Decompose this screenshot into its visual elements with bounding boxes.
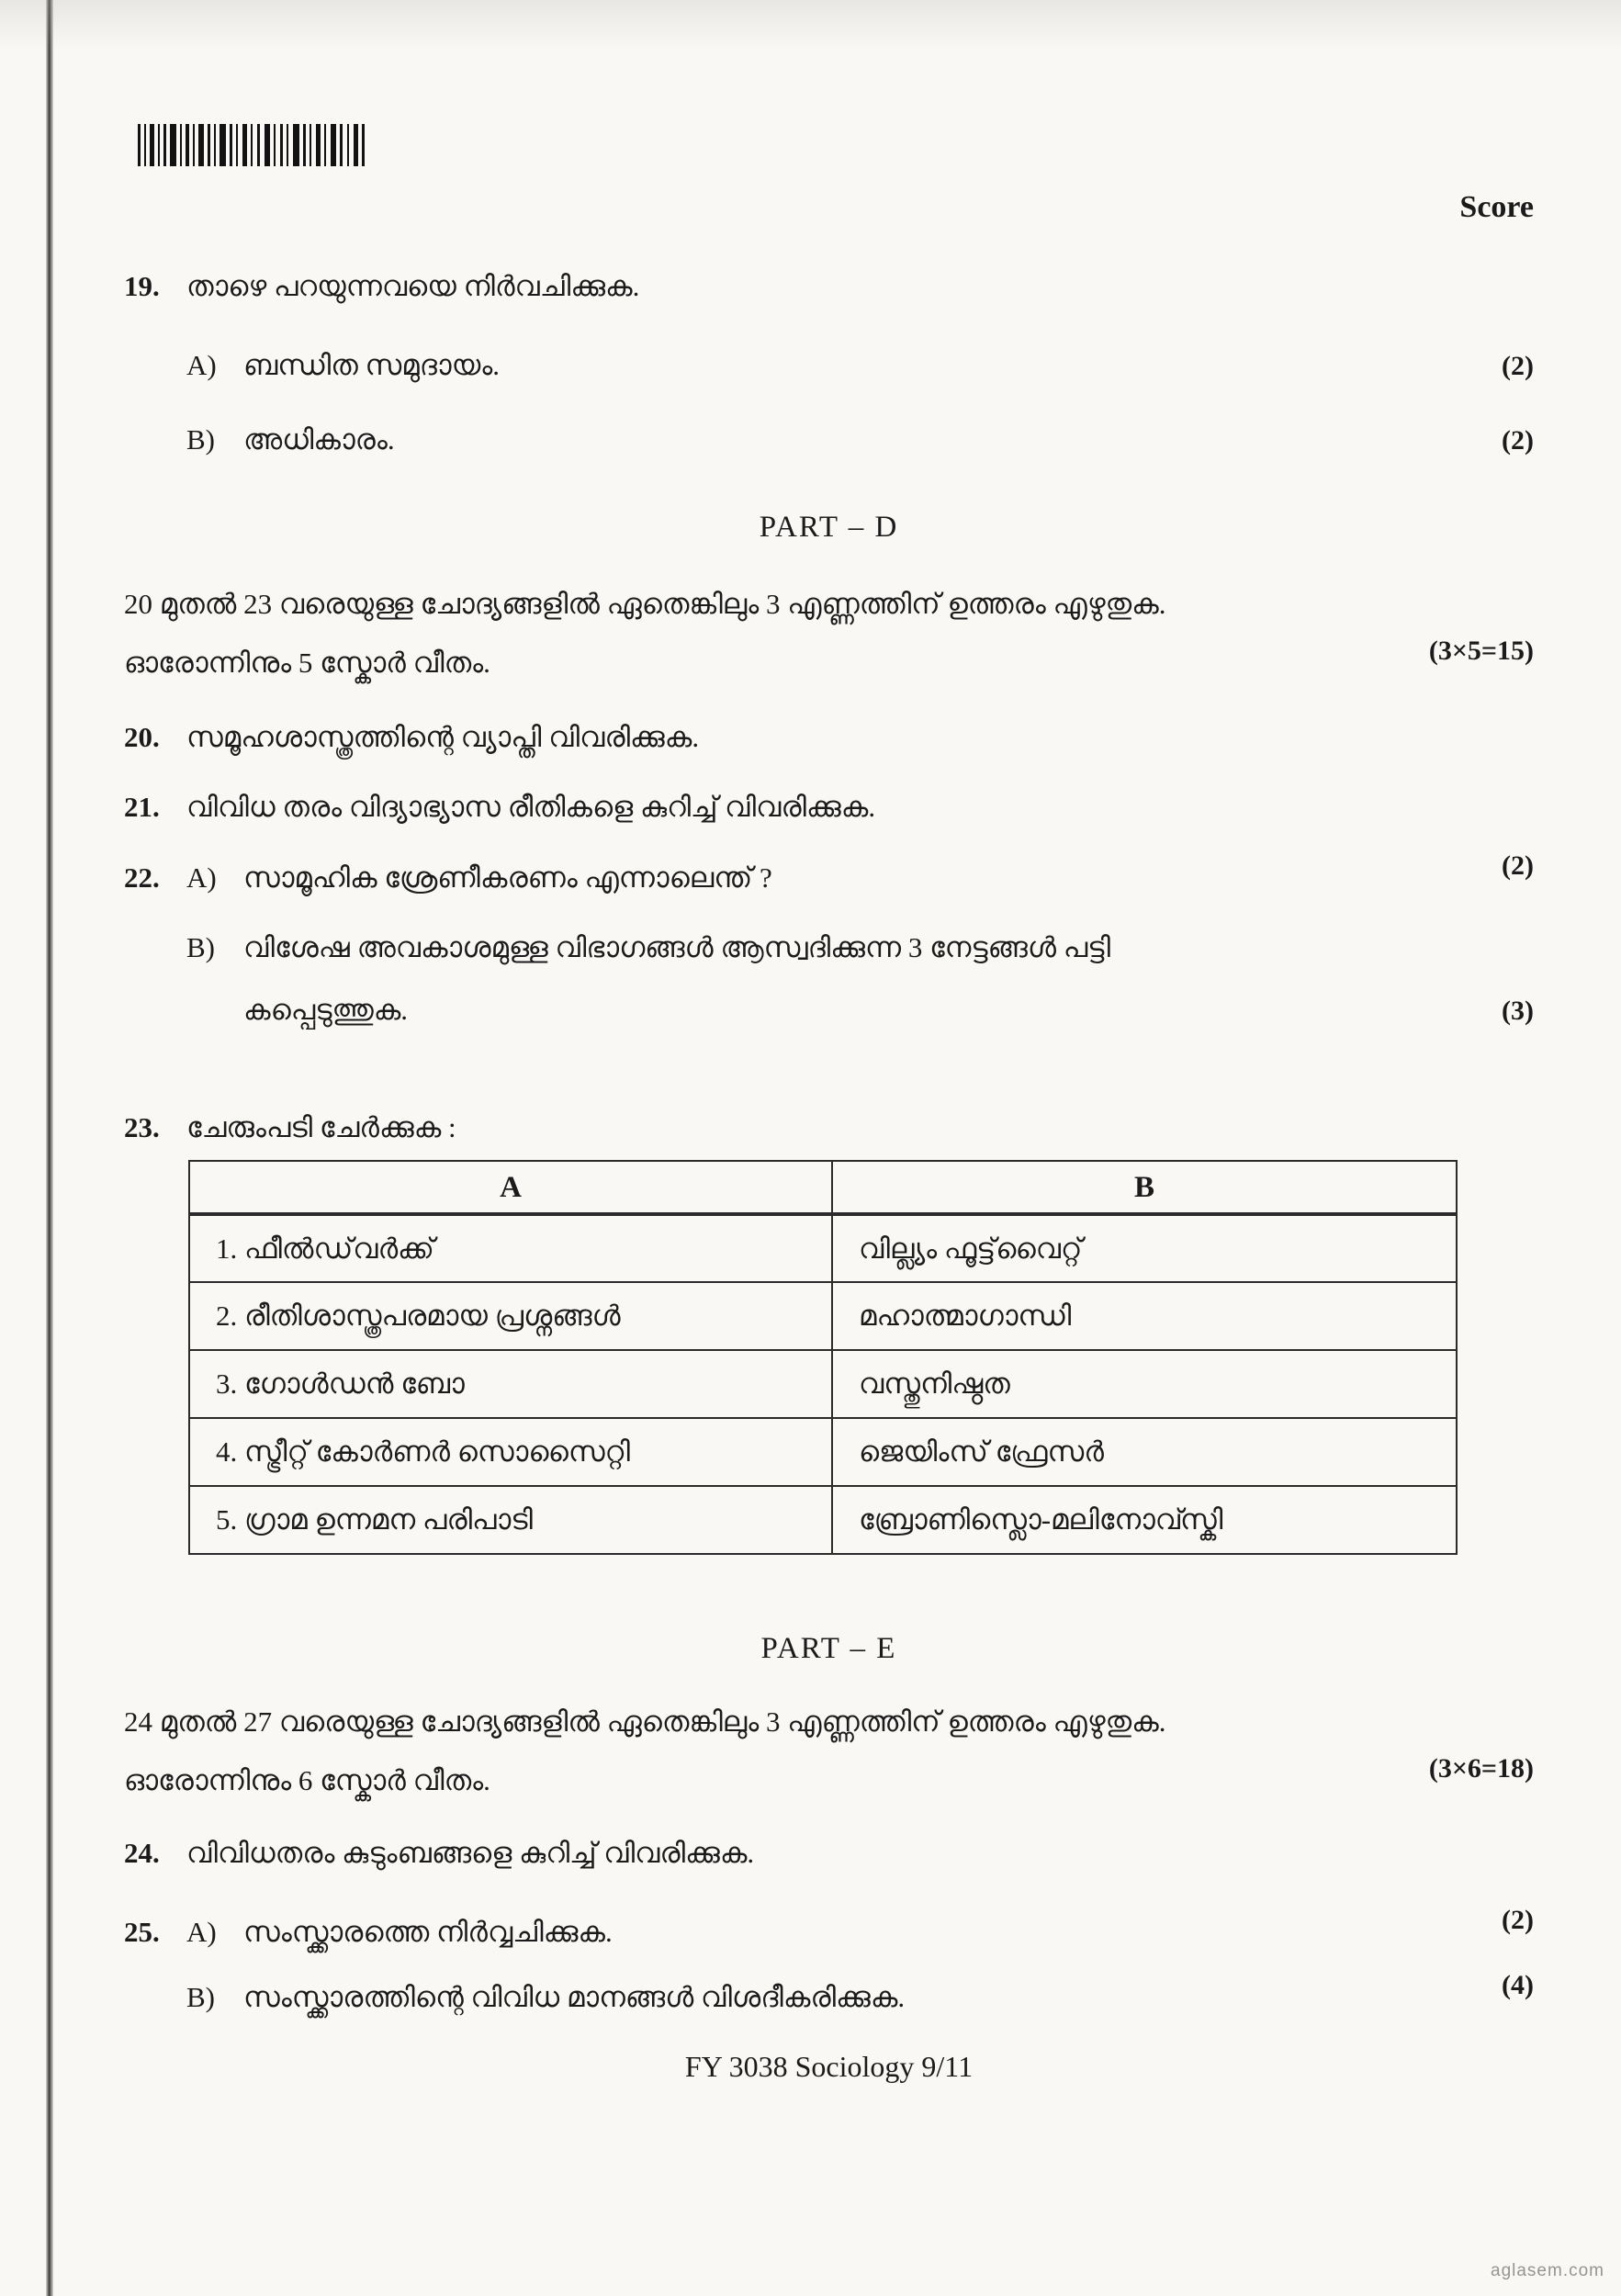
instruction-text: ഓരോന്നിനും 5 സ്കോർ വീതം. bbox=[124, 647, 490, 679]
subpart-label: A) bbox=[186, 1916, 217, 1948]
question-25-part-b bbox=[124, 1970, 1534, 2019]
marks-badge: (3) bbox=[1502, 996, 1534, 1026]
subpart-label: A) bbox=[186, 349, 217, 381]
question-25-part-a bbox=[124, 1905, 1534, 1953]
subpart-text: സംസ്ക്കാരത്തിന്റെ വിവിധ മാനങ്ങൾ വിശദീകരിക്കുക. bbox=[243, 1981, 906, 2013]
marks-badge: (2) bbox=[1502, 351, 1534, 381]
subpart-label: B) bbox=[186, 931, 215, 963]
subpart-text: അധികാരം. bbox=[243, 423, 395, 456]
table-cell: 3. ഗോൾഡൻ ബോ bbox=[189, 1350, 832, 1418]
question-19-part-b bbox=[124, 420, 1534, 461]
marks-scheme: (3×5=15) bbox=[1428, 636, 1534, 666]
marks-badge: (2) bbox=[1502, 850, 1534, 881]
question-text: ചേരുംപടി ചേർക്കുക : bbox=[186, 1111, 456, 1143]
subpart-text: സംസ്ക്കാരത്തെ നിർവ്വചിക്കുക. bbox=[243, 1916, 613, 1948]
question-number: 23. bbox=[124, 1111, 160, 1143]
question-text: താഴെ പറയുന്നവയെ നിർവചിക്കുക. bbox=[186, 270, 640, 302]
table-cell: ബ്രോണിസ്ലൊ-മലിനോവ്സ്കി bbox=[832, 1486, 1457, 1554]
subpart-text: കപ്പെടുത്തുക. bbox=[243, 994, 409, 1026]
question-number: 25. bbox=[124, 1916, 160, 1948]
question-20 bbox=[124, 717, 1534, 758]
question-19-part-a bbox=[124, 345, 1534, 387]
question-22-part-a bbox=[124, 850, 1534, 899]
question-number: 19. bbox=[124, 270, 160, 302]
subpart-text: വിശേഷ അവകാശമുള്ള വിഭാഗങ്ങൾ ആസ്വദിക്കുന്ന 3 നേട്ടങ്ങൾ പട്ടി bbox=[243, 931, 1111, 963]
table-row bbox=[189, 1282, 1457, 1350]
subpart-label: A) bbox=[186, 861, 217, 894]
match-table-header-row bbox=[189, 1161, 1457, 1214]
table-cell: 2. രീതിശാസ്ത്രപരമായ പ്രശ്നങ്ങൾ bbox=[189, 1282, 832, 1350]
match-table bbox=[188, 1160, 1458, 1555]
table-row bbox=[189, 1350, 1457, 1418]
table-cell: ജെയിംസ് ഫ്രേസർ bbox=[832, 1418, 1457, 1486]
part-e-instruction-line2 bbox=[124, 1753, 1534, 1802]
instruction-text: 24 മുതൽ 27 വരെയുള്ള ചോദ്യങ്ങളിൽ ഏതെങ്കിലും 3 എണ്ണത്തിന് ഉത്തരം എഴുതുക. bbox=[124, 1705, 1166, 1738]
question-22-part-b-continued bbox=[124, 990, 1534, 1031]
table-cell: വില്ല്യം ഫൂട്ട്‌വൈറ്റ് bbox=[832, 1214, 1457, 1282]
score-label: Score bbox=[1459, 190, 1534, 224]
marks-badge: (2) bbox=[1502, 1905, 1534, 1935]
subpart-text: സാമൂഹിക ശ്രേണീകരണം എന്നാലെന്ത് ? bbox=[243, 861, 772, 894]
question-text: വിവിധതരം കുടുംബങ്ങളെ കുറിച്ച് വിവരിക്കുക. bbox=[186, 1837, 755, 1869]
subpart-label: B) bbox=[186, 423, 215, 456]
table-cell: 5. ഗ്രാമ ഉന്നമന പരിപാടി bbox=[189, 1486, 832, 1554]
marks-scheme: (3×6=18) bbox=[1428, 1753, 1534, 1784]
question-number: 22. bbox=[124, 861, 160, 894]
table-row bbox=[189, 1418, 1457, 1486]
part-d-instruction-line1 bbox=[124, 584, 1534, 625]
subpart-label: B) bbox=[186, 1981, 215, 2013]
table-row bbox=[189, 1214, 1457, 1282]
question-21 bbox=[124, 787, 1534, 827]
question-24 bbox=[124, 1833, 1534, 1874]
part-e-instruction-line1 bbox=[124, 1702, 1534, 1742]
watermark: aglasem.com bbox=[1491, 2261, 1604, 2280]
question-number: 24. bbox=[124, 1837, 160, 1869]
match-table-header-a: A bbox=[189, 1161, 832, 1214]
part-d-title: PART – D bbox=[759, 511, 899, 544]
table-row bbox=[189, 1486, 1457, 1554]
table-cell: 1. ഫീൽഡ്‌വർക്ക് bbox=[189, 1214, 832, 1282]
question-22-part-b bbox=[124, 928, 1534, 968]
page-footer: FY 3038 Sociology 9/11 bbox=[684, 2050, 974, 2083]
instruction-text: 20 മുതൽ 23 വരെയുള്ള ചോദ്യങ്ങളിൽ ഏതെങ്കിലും 3 എണ്ണത്തിന് ഉത്തരം എഴുതുക. bbox=[124, 588, 1166, 620]
question-text: സമൂഹശാസ്ത്രത്തിന്റെ വ്യാപ്തി വിവരിക്കുക. bbox=[186, 721, 700, 753]
question-19 bbox=[124, 266, 1534, 307]
question-number: 20. bbox=[124, 721, 160, 753]
part-e-title: PART – E bbox=[760, 1632, 897, 1665]
question-23 bbox=[124, 1108, 1534, 1148]
marks-badge: (4) bbox=[1502, 1970, 1534, 2000]
instruction-text: ഓരോന്നിനും 6 സ്കോർ വീതം. bbox=[124, 1764, 490, 1796]
question-text: വിവിധ തരം വിദ്യാഭ്യാസ രീതികളെ കുറിച്ച് വിവരിക്കുക. bbox=[186, 791, 876, 823]
part-d-instruction-line2 bbox=[124, 636, 1534, 684]
question-number: 21. bbox=[124, 791, 160, 823]
barcode-icon bbox=[138, 124, 367, 166]
table-cell: വസ്തുനിഷ്ഠത bbox=[832, 1350, 1457, 1418]
match-table-header-b: B bbox=[832, 1161, 1457, 1214]
table-cell: 4. സ്ട്രീറ്റ് കോർണർ സൊസൈറ്റി bbox=[189, 1418, 832, 1486]
table-cell: മഹാത്മാഗാന്ധി bbox=[832, 1282, 1457, 1350]
marks-badge: (2) bbox=[1502, 425, 1534, 456]
subpart-text: ബന്ധിത സമുദായം. bbox=[243, 349, 501, 381]
